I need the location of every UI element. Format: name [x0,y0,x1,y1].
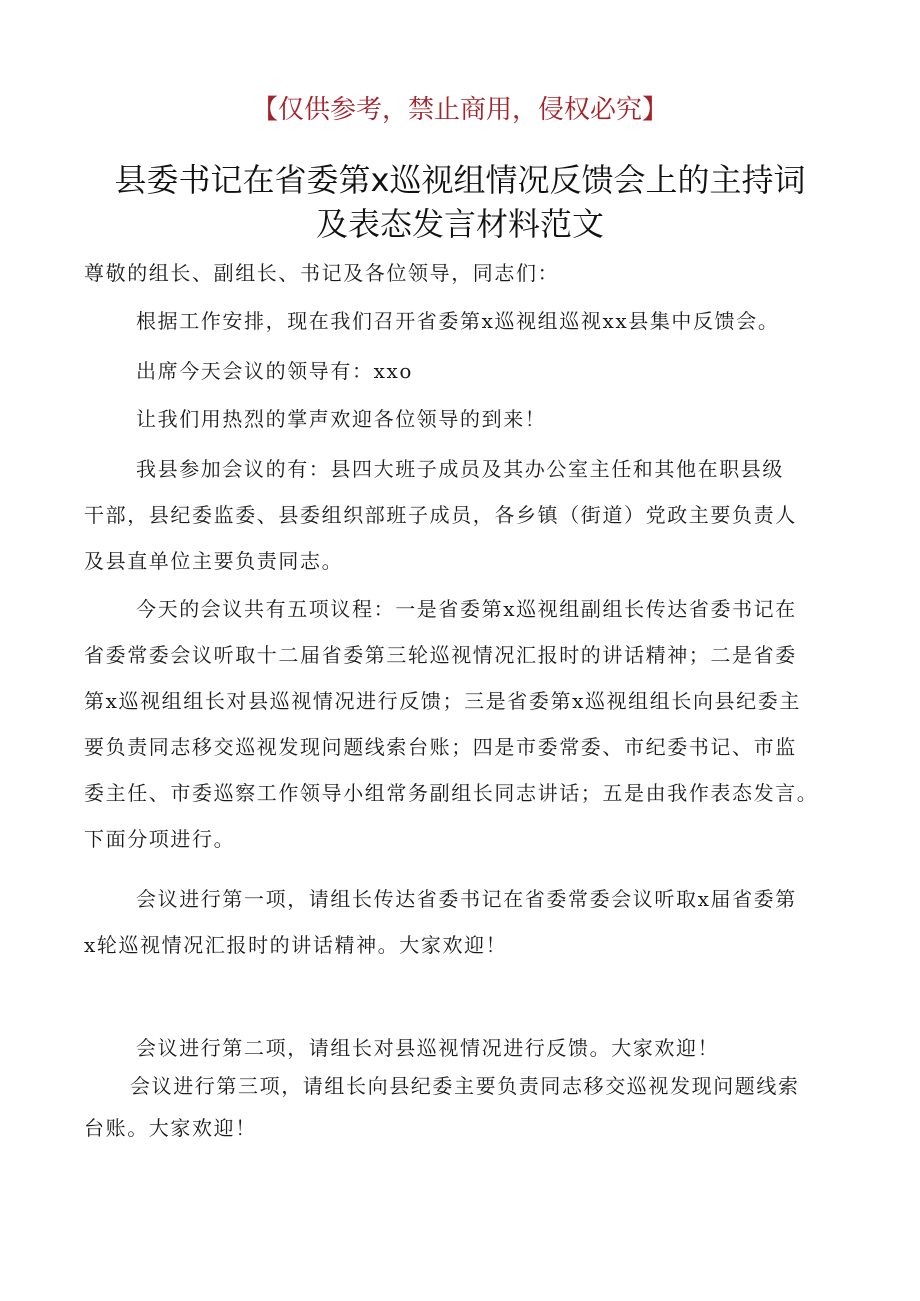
paragraph-line: 会议进行第三项，请组长向县纪委主要负责同志移交巡视发现问题线索 [130,1074,800,1098]
paragraph-line: 出席今天会议的领导有：xxo [136,359,413,383]
paragraph-5 [84,586,844,862]
paragraph-line: 委主任、市委巡察工作领导小组常务副组长同志讲话；五是由我作表态发言。 [84,781,819,805]
paragraph-line: 会议进行第二项，请组长对县巡视情况进行反馈。大家欢迎！ [136,1036,720,1060]
paragraph-2 [84,348,896,394]
paragraph-line: 根据工作安排，现在我们召开省委第x巡视组巡视xx县集中反馈会。 [136,309,780,333]
paragraph-6 [84,876,844,968]
paragraph-line: 及县直单位主要负责同志。 [84,549,344,573]
paragraph-line: 让我们用热烈的掌声欢迎各位领导的到来！ [136,407,547,431]
paragraph-line: 我县参加会议的有：县四大班子成员及其办公室主任和其他在职县级 [136,457,784,481]
paragraph-line: x轮巡视情况汇报时的讲话精神。大家欢迎！ [84,933,508,957]
paragraph-4 [84,446,844,584]
paragraph-line: 台账。大家欢迎！ [84,1116,257,1140]
paragraph-1 [84,298,896,344]
title-line-2: 及表态发言材料范文 [315,205,604,243]
paragraph-line: 今天的会议共有五项议程：一是省委第x巡视组副组长传达省委书记在 [136,597,797,621]
paragraph-line: 会议进行第一项，请组长传达省委书记在省委常委会议听取x届省委第 [136,887,797,911]
copyright-notice: 【仅供参考，禁止商用，侵权必究】 [251,95,668,125]
paragraph-8 [84,1065,844,1149]
document-title [110,158,810,246]
paragraph-3 [84,396,896,442]
paragraph-line: 第x巡视组组长对县巡视情况进行反馈；三是省委第x巡视组组长向县纪委主 [84,689,801,713]
title-line-1: 县委书记在省委第x巡视组情况反馈会上的主持词 [114,161,806,199]
salutation [84,250,844,296]
paragraph-7 [84,1027,896,1069]
salutation-text: 尊敬的组长、副组长、书记及各位领导，同志们： [84,261,560,285]
paragraph-line: 要负责同志移交巡视发现问题线索台账；四是市委常委、市纪委书记、市监 [84,735,797,759]
paragraph-line: 干部，县纪委监委、县委组织部班子成员，各乡镇（街道）党政主要负责人 [84,503,797,527]
paragraph-line: 省委常委会议听取十二届省委第三轮巡视情况汇报时的讲话精神；二是省委 [84,643,797,667]
paragraph-line: 下面分项进行。 [84,827,236,851]
